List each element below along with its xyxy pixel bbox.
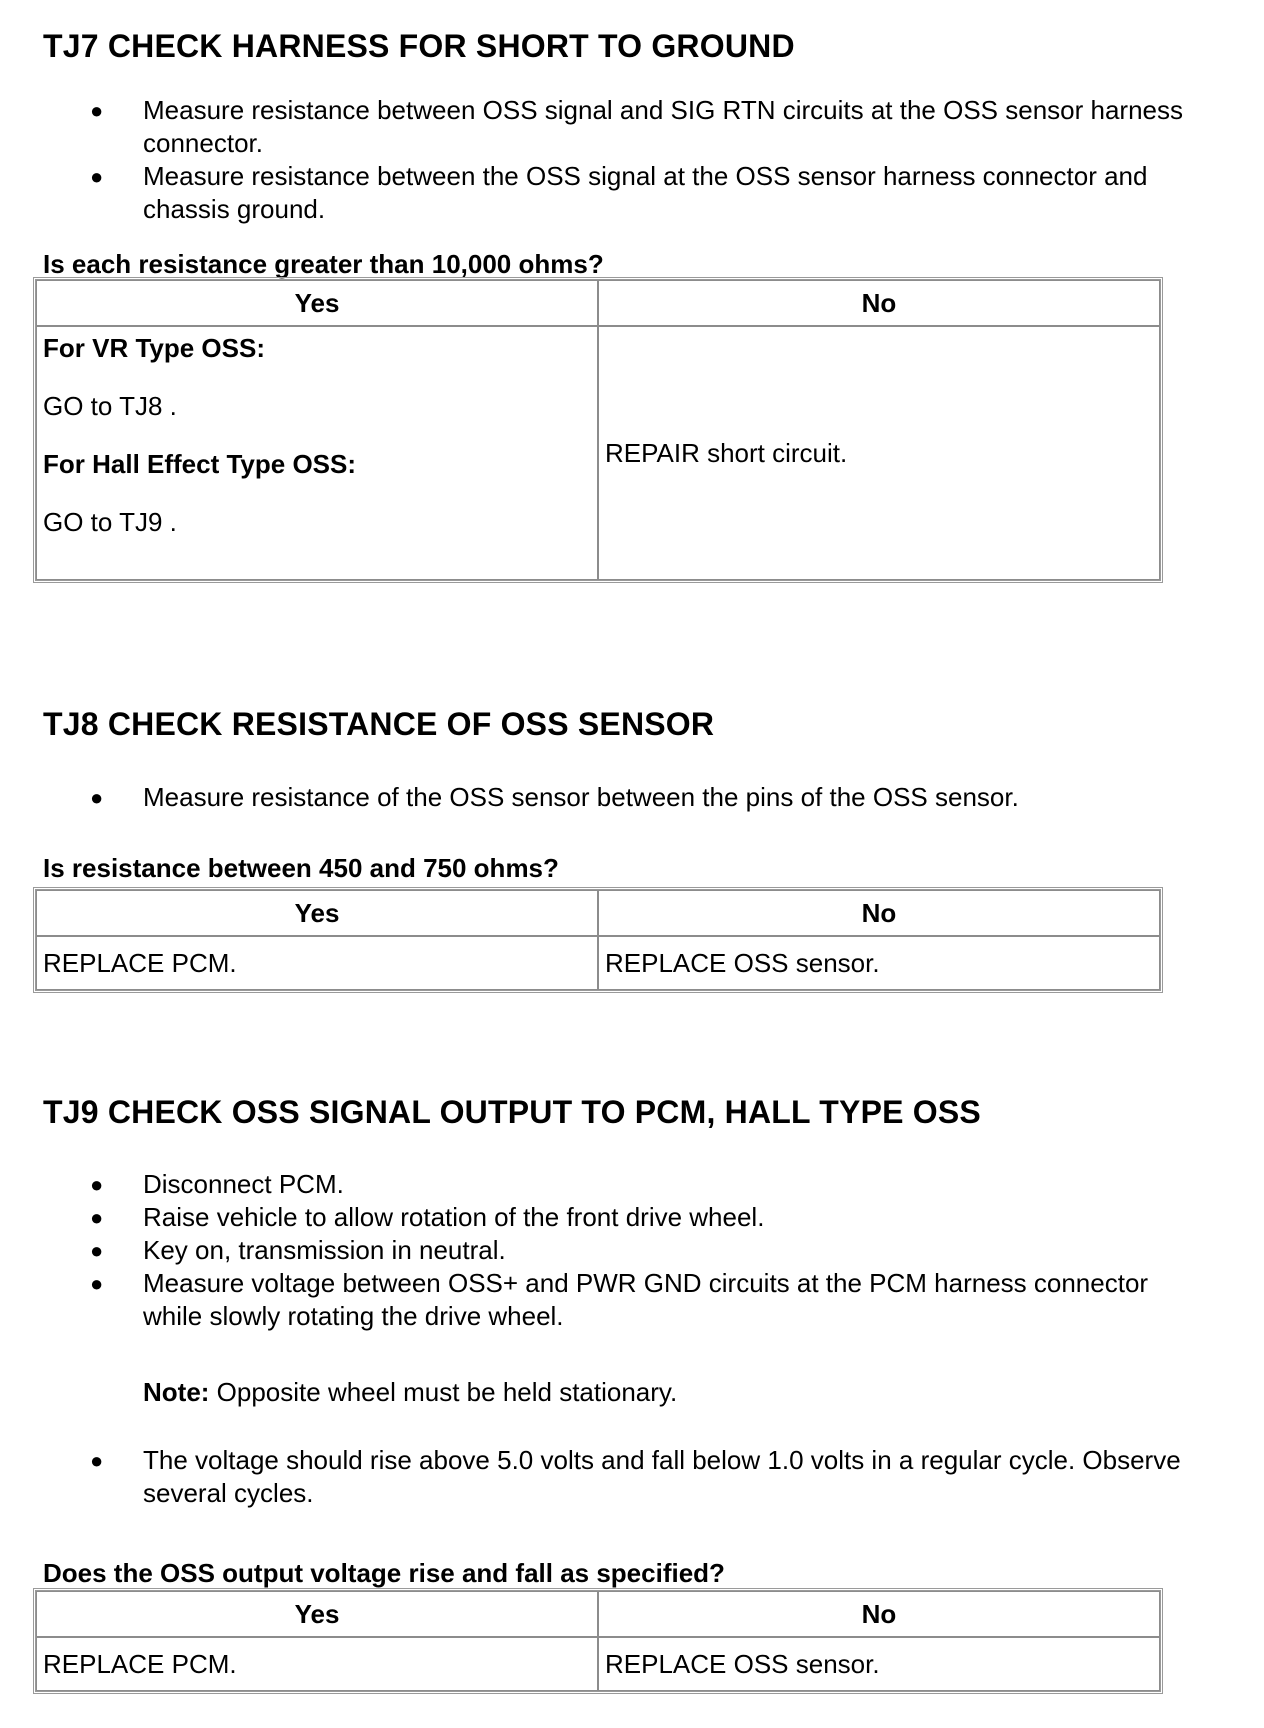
- table-row: [36, 1637, 1160, 1691]
- bullet-list-tj9-after: [43, 1444, 1183, 1510]
- no-header: No: [598, 280, 1160, 326]
- list-item: ● Measure resistance of the OSS sensor between the pins of the OSS sensor.: [90, 782, 1019, 812]
- question-tj8: Is resistance between 450 and 750 ohms?: [43, 853, 559, 883]
- list-item: ● Disconnect PCM.: [90, 1169, 344, 1199]
- yes-cell: REPLACE PCM.: [36, 1637, 598, 1691]
- question-tj7: Is each resistance greater than 10,000 ohms?: [43, 249, 604, 279]
- bullet-icon: ●: [90, 164, 104, 189]
- bullet-icon: ●: [90, 1238, 104, 1263]
- bullet-icon: ●: [90, 98, 104, 123]
- question-tj9: Does the OSS output voltage rise and fall as specified?: [43, 1558, 725, 1588]
- note: [43, 1376, 677, 1409]
- list-item: ● Measure resistance between OSS signal and SIG RTN circuits at the OSS sensor harness connector.: [90, 95, 1183, 158]
- no-header: No: [598, 1591, 1160, 1637]
- table-row: [36, 326, 1160, 580]
- yes-line: For VR Type OSS:: [43, 333, 265, 363]
- table-row: [36, 936, 1160, 990]
- no-cell: REPLACE OSS sensor.: [598, 1637, 1160, 1691]
- bullet-icon: ●: [90, 785, 104, 810]
- bullet-list-tj9: [43, 1168, 1183, 1333]
- yes-cell: [36, 326, 598, 580]
- step-title-tj9: TJ9 CHECK OSS SIGNAL OUTPUT TO PCM, HALL TYPE OSS: [43, 1094, 981, 1130]
- yes-cell: REPLACE PCM.: [36, 936, 598, 990]
- table-row: [36, 1591, 1160, 1637]
- decision-table-tj7: [33, 277, 1163, 583]
- no-cell: REPLACE OSS sensor.: [598, 936, 1160, 990]
- yes-header: Yes: [36, 280, 598, 326]
- no-cell: REPAIR short circuit.: [598, 326, 1160, 580]
- no-header: No: [598, 890, 1160, 936]
- yes-header: Yes: [36, 1591, 598, 1637]
- yes-line: GO to TJ9 .: [43, 507, 177, 537]
- bullet-list-tj8: [43, 781, 1183, 814]
- list-item: ● Key on, transmission in neutral.: [90, 1235, 506, 1265]
- yes-line: For Hall Effect Type OSS:: [43, 449, 357, 479]
- list-item: ● Measure resistance between the OSS signal at the OSS sensor harness connector and chassis ground.: [90, 161, 1148, 224]
- note-text: Opposite wheel must be held stationary.: [209, 1377, 678, 1407]
- bullet-icon: ●: [90, 1448, 104, 1473]
- bullet-icon: ●: [90, 1172, 104, 1197]
- bullet-icon: ●: [90, 1205, 104, 1230]
- decision-table-tj9: [33, 1588, 1163, 1694]
- list-item: ● Raise vehicle to allow rotation of the front drive wheel.: [90, 1202, 765, 1232]
- step-title-tj7: TJ7 CHECK HARNESS FOR SHORT TO GROUND: [43, 28, 795, 64]
- table-row: [36, 280, 1160, 326]
- yes-header: Yes: [36, 890, 598, 936]
- decision-table-tj8: [33, 887, 1163, 993]
- bullet-list-tj7: [43, 94, 1183, 226]
- list-item: ● Measure voltage between OSS+ and PWR GND circuits at the PCM harness connector while slowly rotating the drive wheel.: [90, 1268, 1149, 1331]
- table-row: [36, 890, 1160, 936]
- step-title-tj8: TJ8 CHECK RESISTANCE OF OSS SENSOR: [43, 706, 715, 742]
- note-label: Note:: [143, 1377, 210, 1407]
- yes-line: GO to TJ8 .: [43, 391, 177, 421]
- bullet-icon: ●: [90, 1271, 104, 1296]
- list-item: ● The voltage should rise above 5.0 volts and fall below 1.0 volts in a regular cycle. Observe several cycles.: [90, 1445, 1181, 1508]
